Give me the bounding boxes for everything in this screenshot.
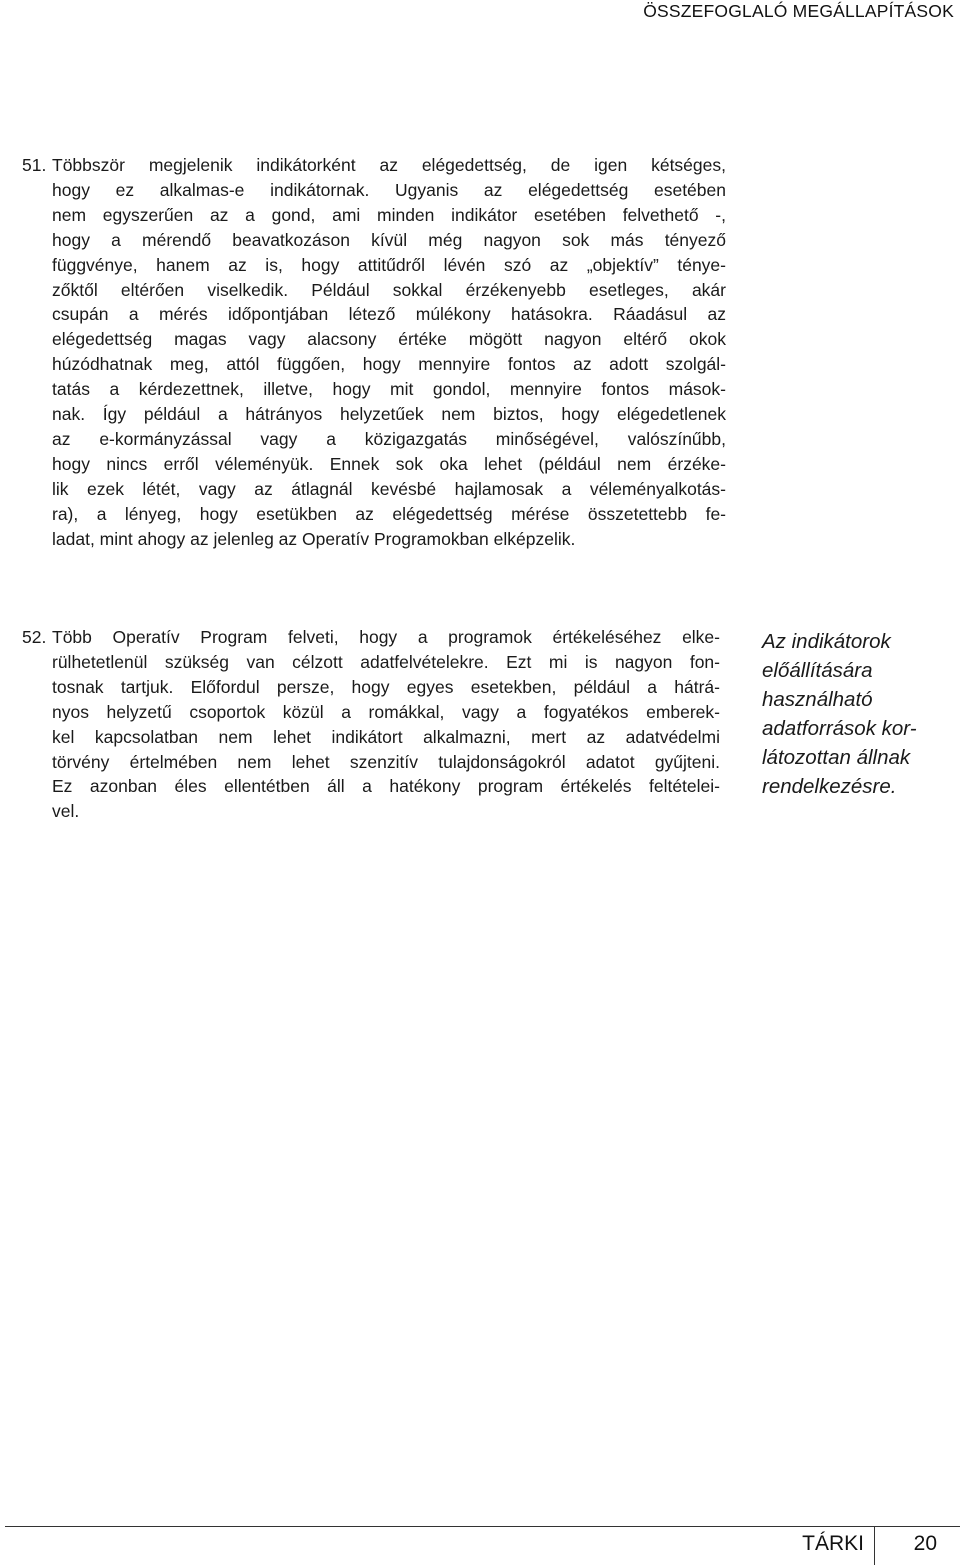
paragraph-text: Többször megjelenik indikátorként az elégedettség, de igen kétséges, [52,155,726,175]
running-header-title: ÖSSZEFOGLALÓ MEGÁLLAPÍTÁSOK [643,1,954,21]
footer-rule [5,1526,960,1527]
paragraph-line [22,625,720,650]
paragraph-text: Több Operatív Program felveti, hogy a programok értékeléséhez elke- [52,627,720,647]
paragraph-line: Ez azonban éles ellentétben áll a hatékony program értékelés feltételei- [52,776,720,797]
paragraph-line: vel. [52,801,80,822]
paragraph-line: törvény értelmében nem lehet szenzitív tulajdonságokról adatot gyűjteni. [52,751,720,772]
paragraph-line: kel kapcsolatban nem lehet indikátort alkalmazni, mert az adatvédelmi [52,726,720,747]
paragraph-line: tatás a kérdezettnek, illetve, hogy mit gondol, mennyire fontos mások- [52,379,726,400]
paragraph-line: hogy nincs erről véleményük. Ennek sok oka lehet (például nem érzéke- [52,453,726,474]
margin-note-line: előállítására [762,659,873,683]
margin-note [762,627,952,802]
paragraph-line: zőktől eltérően viselkedik. Például sokkal érzékenyebb esetleges, akár [52,279,726,300]
page-number: 20 [913,1532,937,1555]
paragraph-line: hogy a mérendő beavatkozáson kívül még nagyon sok más tényező [52,229,726,250]
paragraph-line: hogy ez alkalmas-e indikátornak. Ugyanis az elégedettség esetében [52,179,726,200]
paragraph-line: nem egyszerűen az a gond, ami minden indikátor esetében felvethető -, [52,204,726,225]
paragraph-number: 51. [22,155,47,175]
margin-note-line: látozottan állnak [762,746,911,770]
paragraph-line: függvénye, hanem az is, hogy attitűdről lévén szó az „objektív” ténye- [52,254,726,275]
paragraph-52 [22,625,720,824]
paragraph-line: ladat, mint ahogy az jelenleg az Operatív Programokban elképzelik. [52,528,576,549]
paragraph-line: rülhetetlenül szükség van célzott adatfelvételekre. Ezt mi is nagyon fon- [52,651,720,672]
paragraph-line: az e-kormányzással vagy a közigazgatás minőségével, valószínűbb, [52,428,726,449]
paragraph-line: csupán a mérés időpontjában létező múlékony hatásokra. Ráadásul az [52,304,726,325]
paragraph-51 [22,153,726,552]
paragraph-line: tosnak tartjuk. Előfordul persze, hogy egyes esetekben, például a hátrá- [52,676,720,697]
paragraph-line: elégedettség magas vagy alacsony értéke mögött nagyon eltérő okok [52,329,726,350]
footer-divider [874,1526,875,1565]
margin-note-line: rendelkezésre. [762,775,897,799]
margin-note-line: használható [762,688,873,712]
paragraph-line: ra), a lényeg, hogy esetükben az elégedettség mérése összetettebb fe- [52,503,726,524]
paragraph-line: lik ezek létét, vagy az átlagnál kevésbé hajlamosak a véleményalkotás- [52,478,726,499]
paragraph-number: 52. [22,627,47,647]
footer-organization: TÁRKI [802,1532,864,1555]
margin-note-line: Az indikátorok [762,630,891,653]
paragraph-line: nak. Így például a hátrányos helyzetűek nem biztos, hogy elégedetlenek [52,404,726,425]
paragraph-line [22,153,726,178]
paragraph-line: húzódhatnak meg, attól függően, hogy mennyire fontos az adott szolgál- [52,354,726,375]
paragraph-line: nyos helyzetű csoportok közül a romákkal, vagy a fogyatékos emberek- [52,701,720,722]
margin-note-line: adatforrások kor- [762,717,917,741]
